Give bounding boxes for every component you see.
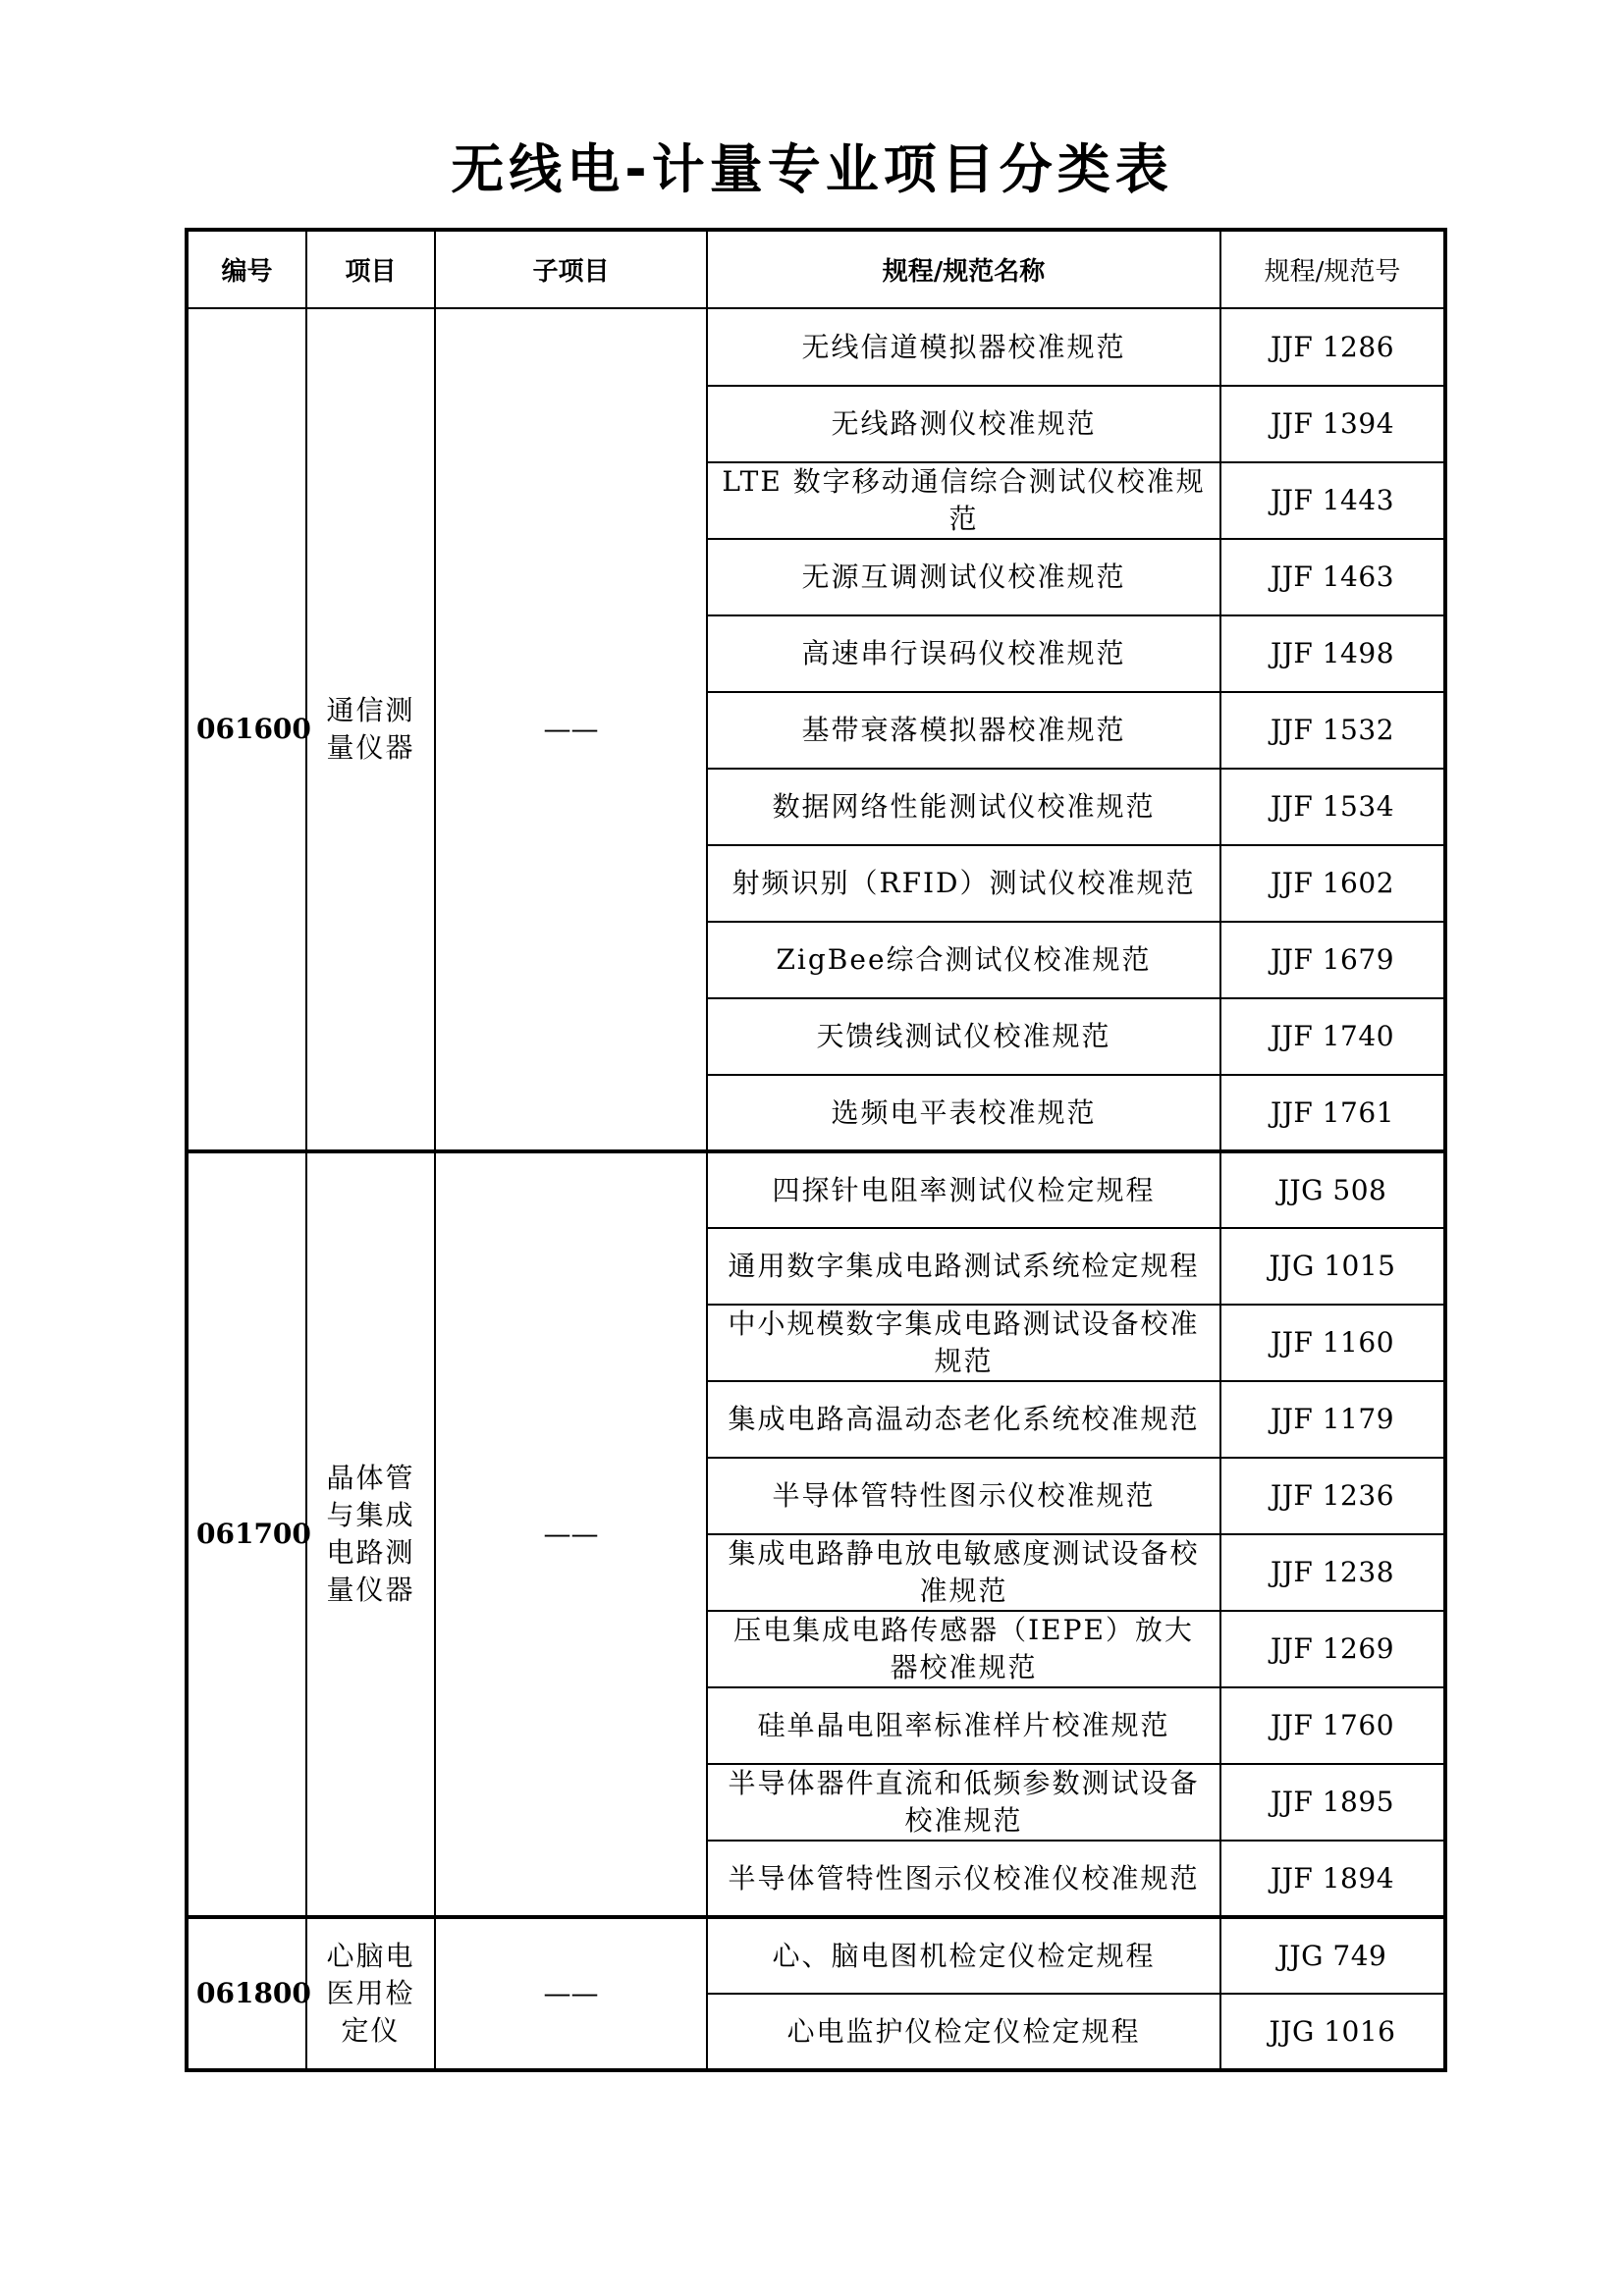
header-spec-name: 规程/规范名称	[707, 230, 1220, 308]
table-row	[187, 1151, 1445, 1228]
spec-code-cell: JJF 1740	[1220, 998, 1445, 1075]
spec-name-cell: 心、脑电图机检定仪检定规程	[707, 1917, 1220, 1994]
spec-name-cell: 无源互调测试仪校准规范	[707, 539, 1220, 615]
group-sub-item: ——	[435, 1151, 707, 1917]
page-title: 无线电-计量专业项目分类表	[451, 138, 1173, 200]
spec-name-cell: 数据网络性能测试仪校准规范	[707, 769, 1220, 845]
spec-code-cell: JJF 1463	[1220, 539, 1445, 615]
spec-name-cell: 中小规模数字集成电路测试设备校准规范	[707, 1305, 1220, 1381]
spec-code-cell: JJF 1160	[1220, 1305, 1445, 1381]
spec-name-cell: 射频识别（RFID）测试仪校准规范	[707, 845, 1220, 922]
spec-name-cell: 选频电平表校准规范	[707, 1075, 1220, 1151]
group-code: 061800	[187, 1917, 306, 2070]
spec-code-cell: JJF 1236	[1220, 1458, 1445, 1534]
group-item-cell	[306, 1917, 435, 2070]
spec-code-cell: JJF 1286	[1220, 308, 1445, 386]
spec-name-cell: 基带衰落模拟器校准规范	[707, 692, 1220, 769]
header-code: 编号	[187, 230, 306, 308]
spec-name-cell: 硅单晶电阻率标准样片校准规范	[707, 1687, 1220, 1764]
spec-name-cell: 无线信道模拟器校准规范	[707, 308, 1220, 386]
spec-code-cell: JJF 1394	[1220, 386, 1445, 462]
spec-name-cell: 四探针电阻率测试仪检定规程	[707, 1151, 1220, 1228]
header-spec-code: 规程/规范号	[1220, 230, 1445, 308]
spec-code-cell: JJF 1179	[1220, 1381, 1445, 1458]
spec-name-cell: 半导体管特性图示仪校准仪校准规范	[707, 1841, 1220, 1917]
table-header-row	[187, 230, 1445, 308]
header-item: 项目	[306, 230, 435, 308]
spec-name-cell: ZigBee综合测试仪校准规范	[707, 922, 1220, 998]
spec-name-cell: 半导体器件直流和低频参数测试设备校准规范	[707, 1764, 1220, 1841]
spec-code-cell: JJG 749	[1220, 1917, 1445, 1994]
spec-name-cell: 集成电路静电放电敏感度测试设备校准规范	[707, 1534, 1220, 1611]
spec-code-cell: JJF 1238	[1220, 1534, 1445, 1611]
spec-code-cell: JJF 1602	[1220, 845, 1445, 922]
spec-code-cell: JJF 1443	[1220, 462, 1445, 539]
spec-name-cell: 心电监护仪检定仪检定规程	[707, 1994, 1220, 2070]
spec-name-cell: 天馈线测试仪校准规范	[707, 998, 1220, 1075]
spec-code-cell: JJG 1015	[1220, 1228, 1445, 1305]
spec-code-cell: JJF 1895	[1220, 1764, 1445, 1841]
spec-code-cell: JJG 508	[1220, 1151, 1445, 1228]
spec-name-cell: 无线路测仪校准规范	[707, 386, 1220, 462]
spec-code-cell: JJF 1760	[1220, 1687, 1445, 1764]
spec-code-cell: JJF 1894	[1220, 1841, 1445, 1917]
table-row	[187, 1917, 1445, 1994]
spec-code-cell: JJF 1498	[1220, 615, 1445, 692]
spec-name-cell: 半导体管特性图示仪校准规范	[707, 1458, 1220, 1534]
spec-name-cell: LTE 数字移动通信综合测试仪校准规范	[707, 462, 1220, 539]
table-row	[187, 308, 1445, 386]
spec-name-cell: 压电集成电路传感器（IEPE）放大器校准规范	[707, 1611, 1220, 1687]
group-item-name: 通信测量仪器	[326, 694, 415, 764]
group-code: 061700	[187, 1151, 306, 1917]
spec-code-cell: JJF 1532	[1220, 692, 1445, 769]
group-sub-item: ——	[435, 1917, 707, 2070]
group-sub-item: ——	[435, 308, 707, 1151]
group-item-cell	[306, 308, 435, 1151]
group-item-name: 心脑电医用检定仪	[326, 1940, 415, 2047]
group-item-name: 晶体管与集成电路测量仪器	[326, 1462, 415, 1606]
header-sub-item: 子项目	[435, 230, 707, 308]
group-code: 061600	[187, 308, 306, 1151]
spec-code-cell: JJF 1269	[1220, 1611, 1445, 1687]
table-body	[187, 308, 1445, 2070]
spec-code-cell: JJF 1761	[1220, 1075, 1445, 1151]
spec-name-cell: 集成电路高温动态老化系统校准规范	[707, 1381, 1220, 1458]
classification-table	[185, 228, 1447, 2072]
spec-code-cell: JJG 1016	[1220, 1994, 1445, 2070]
spec-code-cell: JJF 1679	[1220, 922, 1445, 998]
spec-name-cell: 通用数字集成电路测试系统检定规程	[707, 1228, 1220, 1305]
spec-code-cell: JJF 1534	[1220, 769, 1445, 845]
group-item-cell	[306, 1151, 435, 1917]
spec-name-cell: 高速串行误码仪校准规范	[707, 615, 1220, 692]
